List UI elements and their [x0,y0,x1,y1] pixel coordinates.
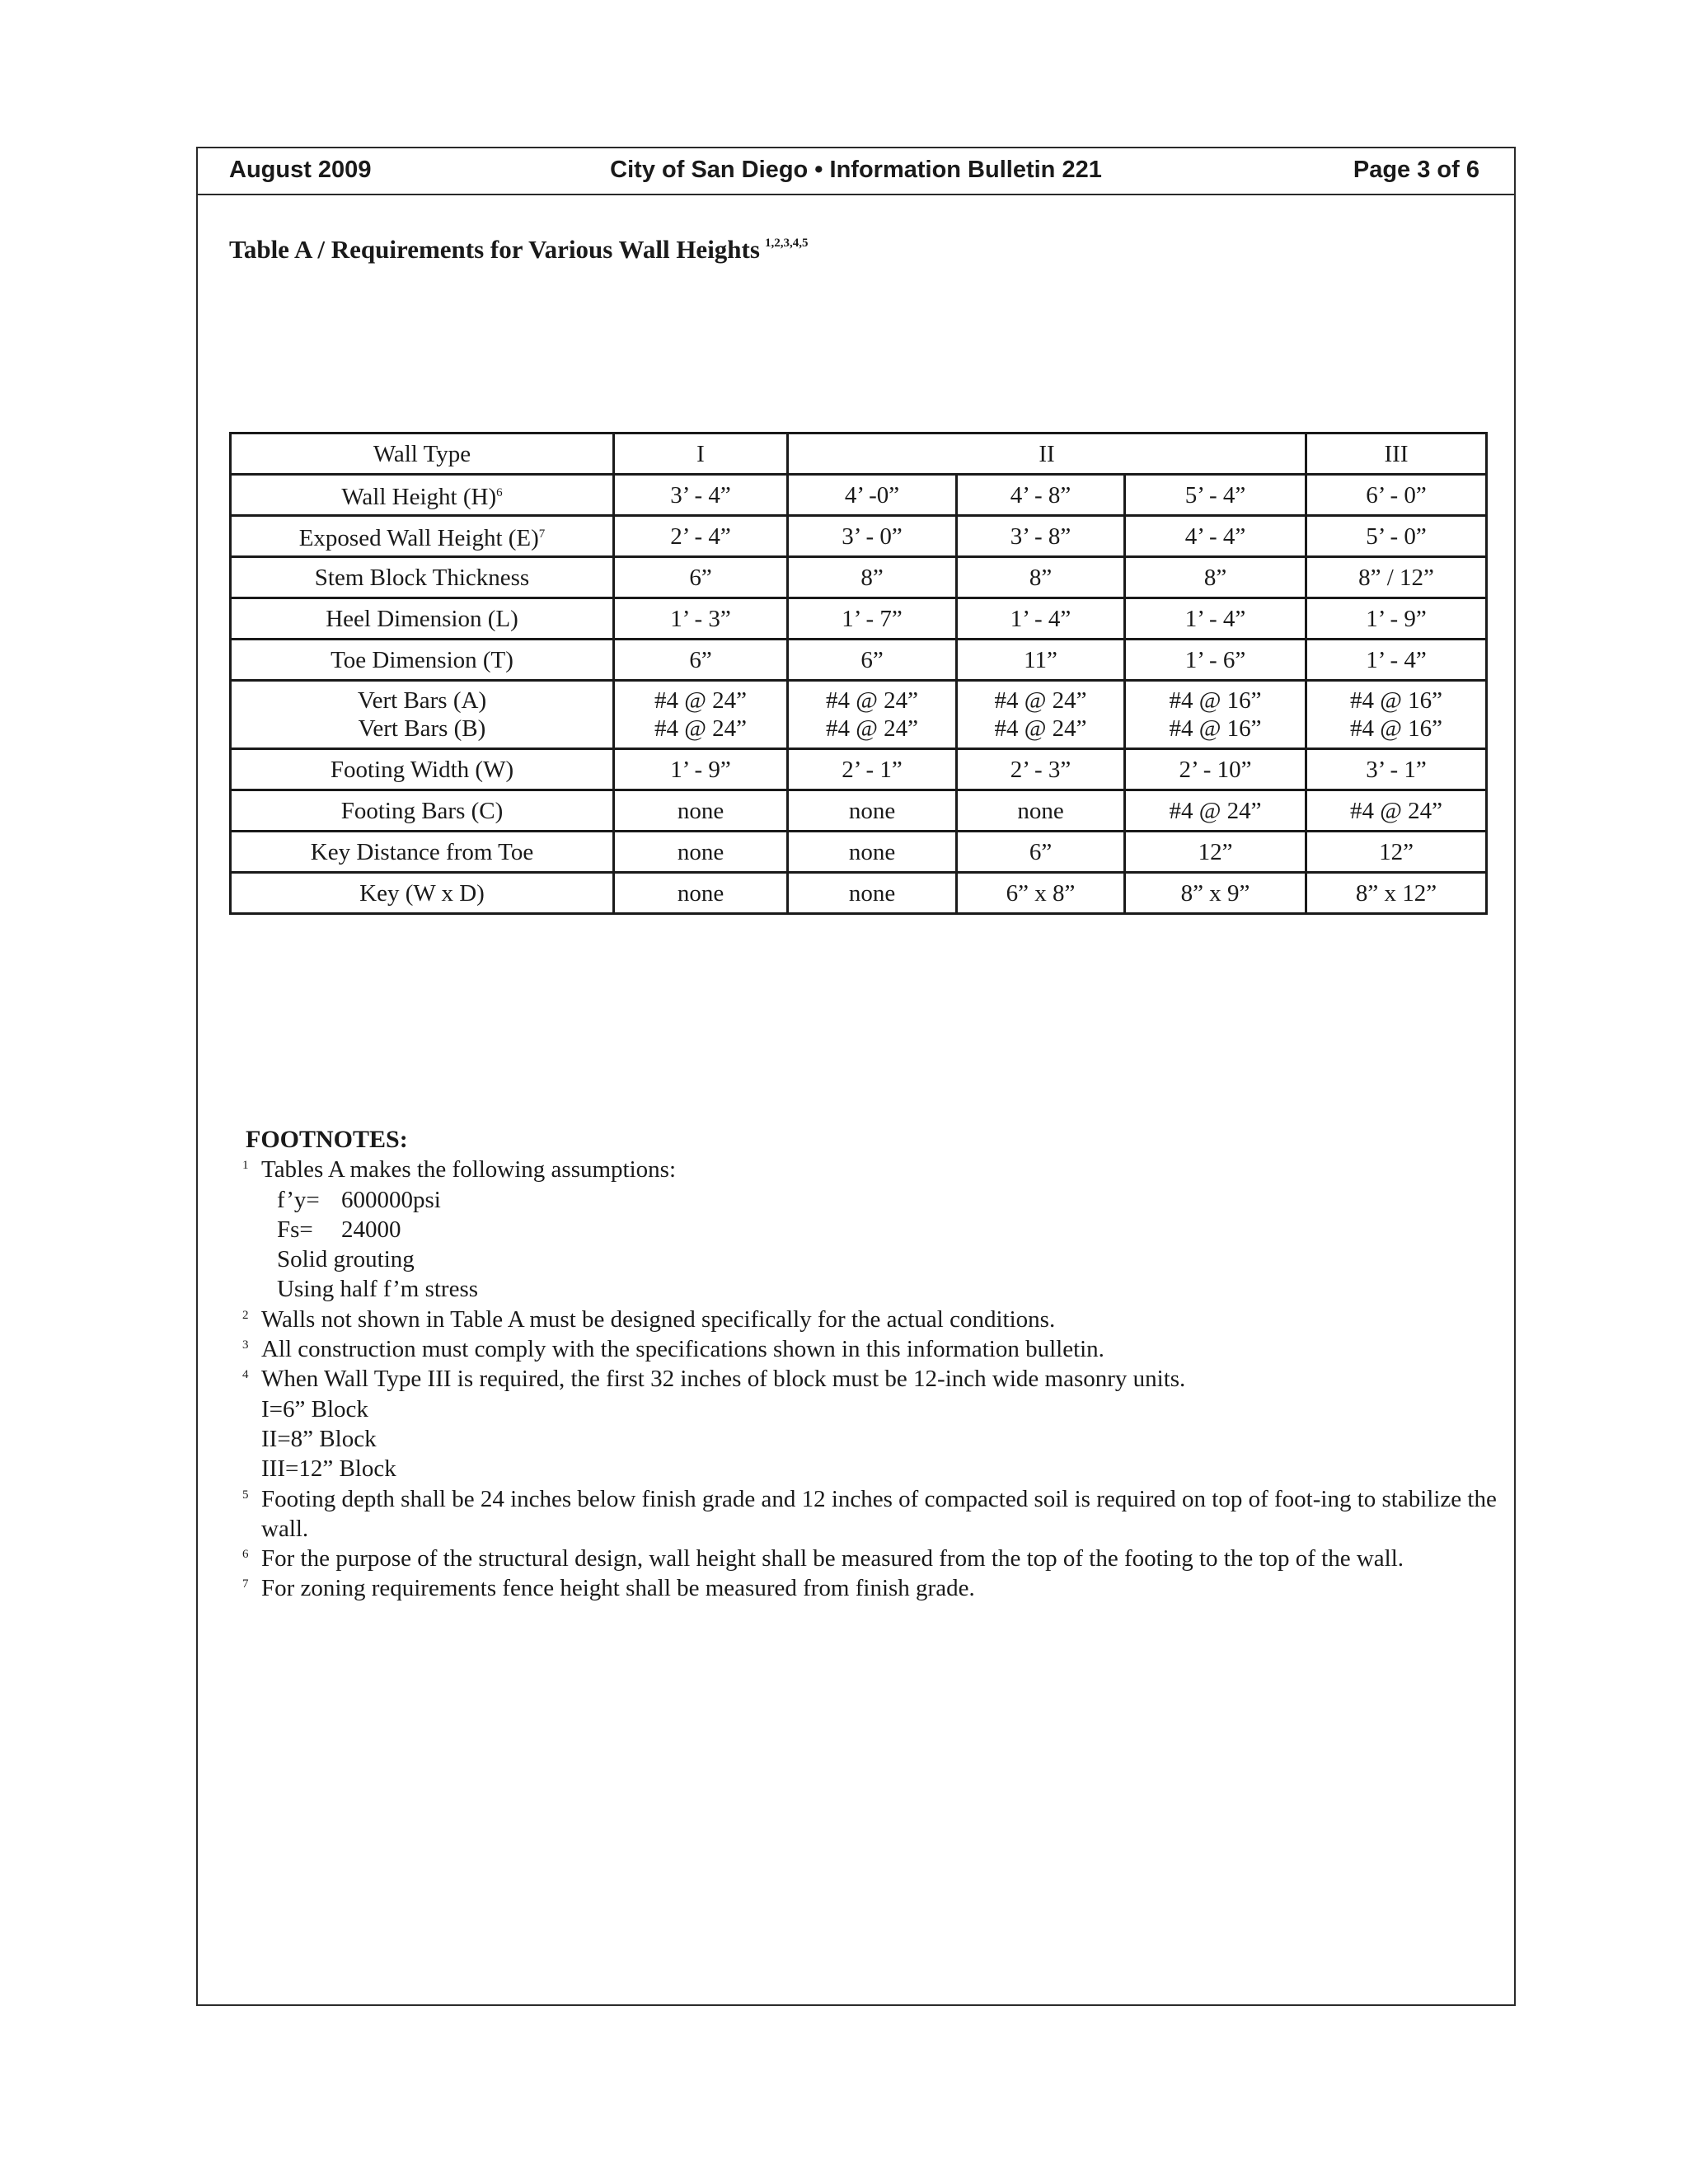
table-cell: 8” x 9” [1125,873,1306,914]
table-cell: 6’ - 0” [1306,475,1487,516]
table-row [231,790,1487,832]
table-cell: none [788,832,957,873]
assumption-fs [261,1215,1498,1244]
assumption-fy [261,1185,1498,1215]
table-cell: 8” x 12” [1306,873,1487,914]
row-label: Key (W x D) [231,873,614,914]
table-row [231,681,1487,749]
table-cell: 6” [788,640,957,681]
footnote-text: Tables A makes the following assumptions: [261,1156,677,1183]
table-cell [788,681,957,749]
table-cell: 1’ - 4” [1306,640,1487,681]
cell-line-b: #4 @ 24” [825,715,919,742]
row-label-text: Wall Height (H) [341,484,497,510]
table-cell: 2’ - 1” [788,749,957,790]
assumption-line: Solid grouting [277,1246,415,1273]
row-label [231,516,614,557]
table-cell: none [788,873,957,914]
row-label-text: Exposed Wall Height (E) [298,525,539,551]
table-cell: 1’ - 9” [1306,598,1487,640]
table-header-row [231,434,1487,475]
block-line: I=6” Block [261,1395,368,1422]
table-cell: 12” [1125,832,1306,873]
table-cell [1125,681,1306,749]
cell-line-b: #4 @ 24” [994,715,1087,742]
footnote-1 [242,1155,1498,1304]
header-cell-type-ii: II [788,434,1306,475]
table-cell [614,681,788,749]
table-row [231,475,1487,516]
table-cell: none [614,832,788,873]
footnote-text: For the purpose of the structural design, wall height shall be measured from the top of the footing to the top of the wall. [261,1545,1404,1572]
row-label: Footing Bars (C) [231,790,614,832]
block-line: II=8” Block [261,1425,377,1452]
table-cell: 3’ - 0” [788,516,957,557]
table-cell: 6” x 8” [957,873,1125,914]
table-cell: 1’ - 9” [614,749,788,790]
header-cell-type-iii: III [1306,434,1487,475]
footnote-number: 5 [242,1488,249,1502]
cell-line-b: #4 @ 16” [1349,715,1443,742]
table-cell: 2’ - 10” [1125,749,1306,790]
assumption-value: 600000psi [341,1186,441,1213]
row-label: Stem Block Thickness [231,557,614,598]
table-cell: none [614,790,788,832]
footnote-number: 3 [242,1338,249,1352]
cell-line-a: #4 @ 24” [825,687,919,714]
header-cell-wall-type: Wall Type [231,434,614,475]
assumption-line: Using half f’m stress [277,1276,479,1303]
footnotes-title: FOOTNOTES: [246,1126,408,1153]
cell-line-b: #4 @ 24” [654,715,748,742]
table-cell: none [788,790,957,832]
requirements-table [229,432,1488,915]
footnote-ref: 7 [538,527,546,541]
footnote-6 [242,1544,1498,1573]
footnote-text: Footing depth shall be 24 inches below finish grade and 12 inches of compacted soil is required on top of foot-ing to stabilize the wall. [261,1485,1497,1542]
page-frame [196,147,1516,2006]
row-label: Heel Dimension (L) [231,598,614,640]
table-cell: 8” / 12” [1306,557,1487,598]
table-row [231,749,1487,790]
table-cell: 8” [1125,557,1306,598]
table-cell: 4’ - 4” [1125,516,1306,557]
table-title [229,235,808,265]
row-label: Key Distance from Toe [231,832,614,873]
footnote-number: 1 [242,1159,249,1173]
assumption-value: 24000 [341,1216,401,1243]
footnote-number: 7 [242,1577,249,1591]
table-cell: 3’ - 8” [957,516,1125,557]
table-cell: 1’ - 6” [1125,640,1306,681]
row-label-line-a: Vert Bars (A) [357,687,487,714]
footnote-5 [242,1484,1498,1544]
assumption-key: Fs= [277,1216,313,1243]
table-cell: 5’ - 0” [1306,516,1487,557]
table-title-footnote-refs: 1,2,3,4,5 [764,237,809,250]
table-cell: 11” [957,640,1125,681]
header-cell-type-i: I [614,434,788,475]
row-label: Footing Width (W) [231,749,614,790]
table-cell: 4’ -0” [788,475,957,516]
table-cell: 4’ - 8” [957,475,1125,516]
footnote-2 [242,1305,1498,1334]
table-cell: 6” [957,832,1125,873]
table-cell: none [614,873,788,914]
table-cell: 3’ - 1” [1306,749,1487,790]
table-cell: 1’ - 4” [957,598,1125,640]
block-line: III=12” Block [261,1455,396,1483]
footnotes-section [242,1125,1498,1604]
table-row [231,832,1487,873]
table-row [231,598,1487,640]
header-title: City of San Diego • Information Bulletin 221 [610,157,1102,183]
cell-line-a: #4 @ 24” [994,687,1087,714]
page-header [198,148,1514,195]
footnote-text: For zoning requirements fence height shall be measured from finish grade. [261,1575,975,1602]
footnote-text: Walls not shown in Table A must be designed specifically for the actual conditions. [261,1305,1056,1333]
table-cell: 12” [1306,832,1487,873]
footnote-number: 4 [242,1368,249,1382]
table-cell: 1’ - 3” [614,598,788,640]
table-cell: 2’ - 3” [957,749,1125,790]
table-cell [957,681,1125,749]
table-cell: 6” [614,557,788,598]
row-label [231,475,614,516]
footnote-7 [242,1573,1498,1603]
table-cell: none [957,790,1125,832]
row-label-line-b: Vert Bars (B) [358,715,486,742]
table-cell: #4 @ 24” [1306,790,1487,832]
cell-line-a: #4 @ 16” [1169,687,1262,714]
cell-line-a: #4 @ 24” [654,687,748,714]
table-row [231,873,1487,914]
table-cell: 3’ - 4” [614,475,788,516]
row-label: Toe Dimension (T) [231,640,614,681]
table-cell: 8” [957,557,1125,598]
footnote-number: 2 [242,1308,249,1322]
table-cell: 5’ - 4” [1125,475,1306,516]
table-cell: 2’ - 4” [614,516,788,557]
header-date: August 2009 [229,157,372,183]
table-cell: 1’ - 4” [1125,598,1306,640]
row-label [231,681,614,749]
table-cell: 8” [788,557,957,598]
cell-line-b: #4 @ 16” [1169,715,1262,742]
cell-line-a: #4 @ 16” [1349,687,1443,714]
table-cell: 6” [614,640,788,681]
table-cell [1306,681,1487,749]
footnote-ref: 6 [496,486,503,499]
table-row [231,516,1487,557]
table-title-text: Table A / Requirements for Various Wall Heights [229,235,760,264]
assumption-key: f’y= [277,1186,320,1213]
footnote-text: When Wall Type III is required, the first 32 inches of block must be 12-inch wide masonry units. [261,1366,1186,1393]
header-page-number: Page 3 of 6 [1353,157,1479,183]
table-row [231,557,1487,598]
footnote-4 [242,1364,1498,1483]
footnote-3 [242,1334,1498,1364]
table-cell: 1’ - 7” [788,598,957,640]
footnote-text: All construction must comply with the specifications shown in this information bulletin. [261,1336,1104,1363]
table-row [231,640,1487,681]
footnote-number: 6 [242,1548,249,1562]
table-cell: #4 @ 24” [1125,790,1306,832]
